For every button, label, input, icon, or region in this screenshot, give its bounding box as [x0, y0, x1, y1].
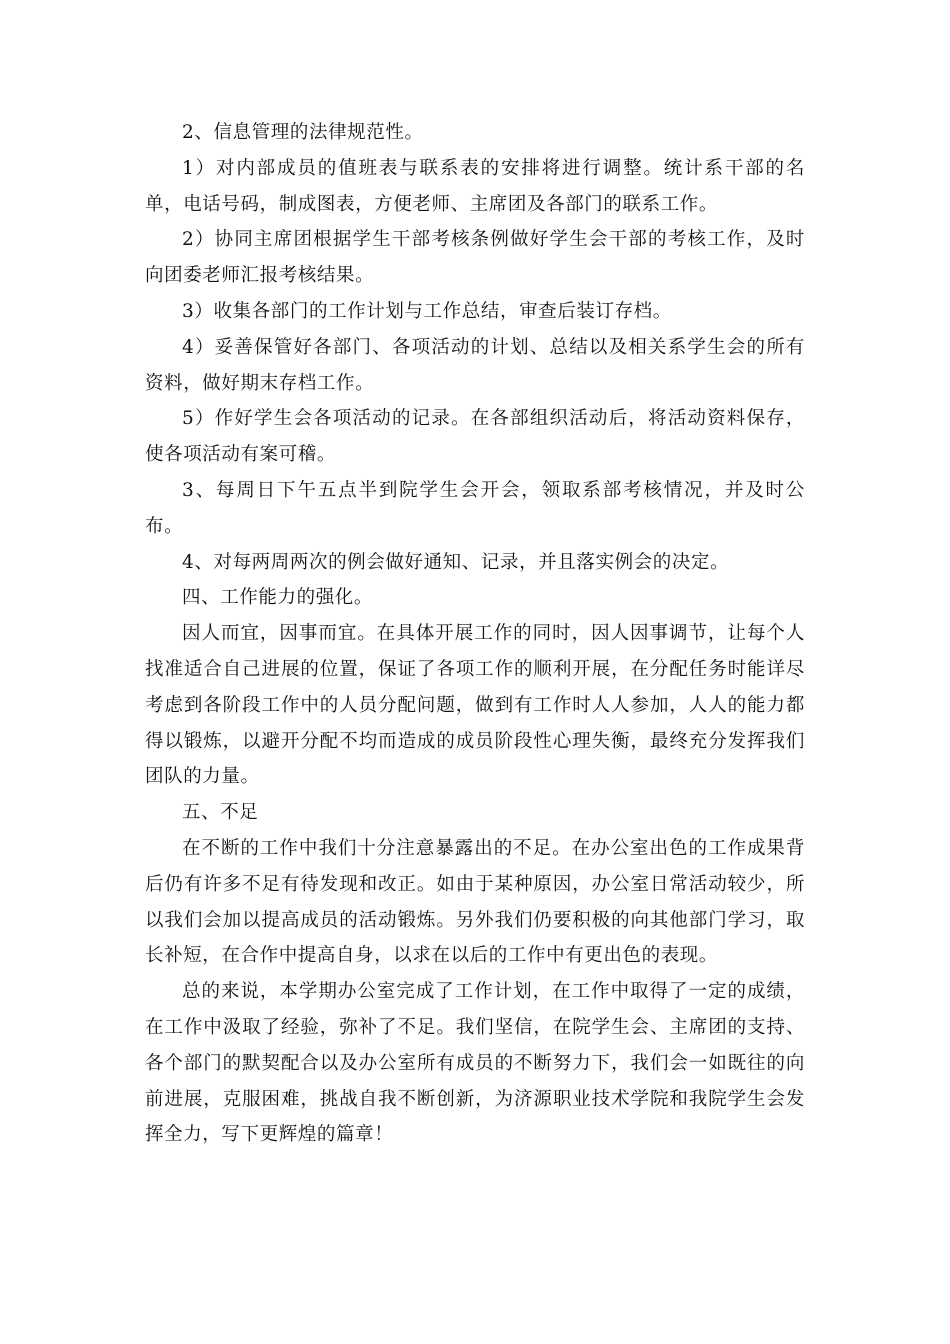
body-paragraph: 总的来说，本学期办公室完成了工作计划，在工作中取得了一定的成绩，在工作中汲取了经验，弥补了不足。我们坚信，在院学生会、主席团的支持、各个部门的默契配合以及办公室所有成员的不断努力下，我们会一如既往的向前进展，克服困难，挑战自我不断创新，为济源职业技术学院和我院学生会发挥全力，写下更辉煌的篇章！: [145, 981, 805, 1146]
section-heading: 五、不足: [182, 802, 259, 824]
section-heading: 2、信息管理的法律规范性。: [182, 122, 424, 143]
body-paragraph: 在不断的工作中我们十分注意暴露出的不足。在办公室出色的工作成果背后仍有许多不足有待发现和改正。如由于某种原因，办公室日常活动较少，所以我们会加以提高成员的活动锻炼。另外我们仍要积极的向其他部门学习，取长补短，在合作中提高自身，以求在以后的工作中有更出色的表现。: [145, 837, 805, 967]
body-paragraph: 4、对每两周两次的例会做好通知、记录，并且落实例会的决定。: [182, 551, 730, 573]
body-paragraph: 2）协同主席团根据学生干部考核条例做好学生会干部的考核工作，及时向团委老师汇报考核结果。: [145, 229, 805, 287]
body-paragraph: 因人而宜，因事而宜。在具体开展工作的同时，因人因事调节，让每个人找准适合自己进展的位置，保证了各项工作的顺利开展，在分配任务时能详尽考虑到各阶段工作中的人员分配问题，做到有工作时人人参加，人人的能力都得以锻炼，以避开分配不均而造成的成员阶段性心理失衡，最终充分发挥我们团队的力量。: [145, 623, 805, 788]
body-paragraph: 5）作好学生会各项活动的记录。在各部组织活动后，将活动资料保存，使各项活动有案可稽。: [145, 408, 805, 466]
body-paragraph: 3）收集各部门的工作计划与工作总结，审查后装订存档。: [182, 300, 672, 322]
body-paragraph: 4）妥善保管好各部门、各项活动的计划、总结以及相关系学生会的所有资料，做好期末存档工作。: [145, 336, 805, 394]
body-paragraph: 1）对内部成员的值班表与联系表的安排将进行调整。统计系干部的名单，电话号码，制成图表，方便老师、主席团及各部门的联系工作。: [145, 157, 805, 215]
section-heading: 四、工作能力的强化。: [182, 587, 374, 609]
document-body: [145, 115, 805, 1153]
body-paragraph: 3、每周日下午五点半到院学生会开会，领取系部考核情况，并及时公布。: [145, 479, 805, 537]
